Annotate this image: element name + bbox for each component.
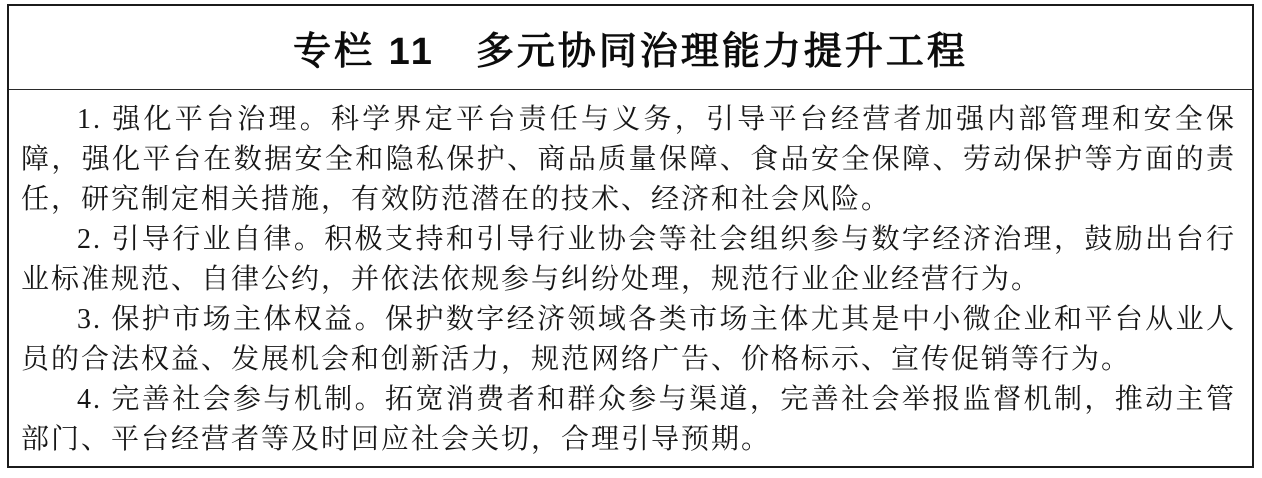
paragraph-social-participation: 4. 完善社会参与机制。拓宽消费者和群众参与渠道，完善社会举报监督机制，推动主管部门、平台经营者等及时回应社会关切，合理引导预期。 [21,384,1236,455]
box-title: 专栏 11 多元协同治理能力提升工程 [293,31,968,73]
box-title-bar [9,6,1252,90]
paragraph-platform-governance: 1. 强化平台治理。科学界定平台责任与义务，引导平台经营者加强内部管理和安全保障，强化平台在数据安全和隐私保护、商品质量保障、食品安全保障、劳动保护等方面的责任，研究制定相关措施，有效防范潜在的技术、经济和社会风险。 [21,104,1236,215]
column-box [7,4,1254,468]
box-body [9,90,1252,460]
paragraph-industry-self-discipline: 2. 引导行业自律。积极支持和引导行业协会等社会组织参与数字经济治理，鼓励出台行业标准规范、自律公约，并依法依规参与纠纷处理，规范行业企业经营行为。 [21,224,1236,295]
paragraph-market-entity-rights: 3. 保护市场主体权益。保护数字经济领域各类市场主体尤其是中小微企业和平台从业人员的合法权益、发展机会和创新活力，规范网络广告、价格标示、宣传促销等行为。 [21,304,1236,375]
